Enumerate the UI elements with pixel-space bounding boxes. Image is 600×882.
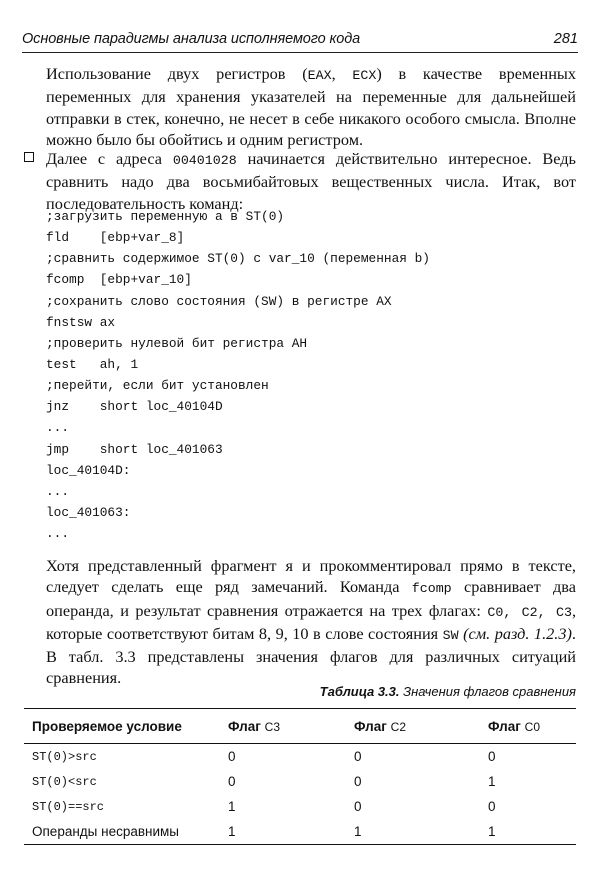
flag-cell: 0 <box>228 774 236 789</box>
caption-text: Значения флагов сравнения <box>399 684 576 699</box>
paragraph-registers <box>46 63 576 150</box>
register-ecx: ECX <box>352 68 377 83</box>
paragraph-remarks <box>46 555 576 689</box>
text-run: Хотя представленный фрагмент я и прокомментировал прямо в тексте, следует сделать еще ряд замечаний. Команда <box>46 556 576 597</box>
flag-cell: 0 <box>354 749 362 764</box>
text-run: Далее с адреса <box>46 149 173 168</box>
code-line: loc_401063: <box>46 504 131 520</box>
table-caption <box>320 684 576 699</box>
flag-code: C3 <box>264 719 280 734</box>
running-header <box>22 30 578 53</box>
text-run: начинается действительно интересное. Ведь сравнить надо два восьмибайтовых вещественных числа. Итак, вот последовательность команд: <box>46 149 576 213</box>
flag-cell: 1 <box>488 774 496 789</box>
flag-cell: 0 <box>354 774 362 789</box>
text-run: , <box>331 64 353 83</box>
table-row <box>24 769 576 794</box>
flag-cell: 0 <box>488 749 496 764</box>
text-run: Использование двух регистров ( <box>46 64 308 83</box>
text-run: сравнивает два операнда, и результат сравнения отражается на трех флагах: <box>46 577 577 620</box>
page-number: 281 <box>553 31 578 47</box>
code-line: ... <box>46 420 70 436</box>
code-line: jnz short loc_40104D <box>46 399 223 415</box>
code-line: ... <box>46 526 70 542</box>
flag-cell: 0 <box>354 799 362 814</box>
table-row <box>24 794 576 819</box>
address-value: 00401028 <box>172 153 237 168</box>
condition-cell: Операнды несравнимы <box>32 824 180 839</box>
text-run: . В табл. 3.3 представлены значения флагов для различных ситуаций сравнения. <box>46 623 576 688</box>
checkbox-bullet-icon <box>24 152 34 162</box>
header-flag-c3 <box>220 709 346 744</box>
flags-table <box>24 708 576 845</box>
code-line: fnstsw ax <box>46 314 116 330</box>
header-flag-c2 <box>346 709 480 744</box>
flag-cell: 0 <box>228 749 236 764</box>
table-header-row <box>24 709 576 744</box>
sw-register: SW <box>442 627 459 643</box>
code-line: fld [ebp+var_8] <box>46 230 185 246</box>
flag-cell: 0 <box>488 799 496 814</box>
code-line: ;проверить нулевой бит регистра AH <box>46 335 308 351</box>
condition-cell: ST(0)==src <box>32 799 105 814</box>
code-line: jmp short loc_401063 <box>46 441 223 457</box>
flag-cell: 1 <box>228 824 236 839</box>
code-line: ;сохранить слово состояния (SW) в регистре AX <box>46 293 392 309</box>
condition-cell: ST(0)>src <box>32 749 97 764</box>
chapter-title: Основные парадигмы анализа исполняемого кода <box>22 31 361 47</box>
flag-code: C0 <box>524 719 540 734</box>
fcomp-instruction: fcomp <box>411 581 452 597</box>
header-text: Флаг <box>488 718 525 734</box>
header-condition <box>24 709 220 744</box>
caption-label: Таблица 3.3. <box>319 684 400 699</box>
header-text: Проверяемое условие <box>32 718 182 734</box>
condition-cell: ST(0)<src <box>32 774 97 789</box>
section-reference: (см. разд. 1.2.3) <box>458 623 572 643</box>
code-line: ;сравнить содержимое ST(0) с var_10 (переменная b) <box>46 251 430 267</box>
code-line: test ah, 1 <box>46 356 139 372</box>
text-run: ) в качестве временных переменных для хранения указателей на переменные для дальнейшей отправки в стек, конечно, не несет в себе никакого особого смысла. Вполне можно было бы обойтись и одним регистром. <box>46 64 576 149</box>
flag-cell: 1 <box>488 824 496 839</box>
flag-cell: 1 <box>228 799 236 814</box>
code-line: ;загрузить переменную a в ST(0) <box>46 209 285 224</box>
table-row <box>24 744 576 770</box>
flag-code: C2 <box>390 719 406 734</box>
paragraph-address <box>46 148 576 214</box>
header-text: Флаг <box>228 718 265 734</box>
table-row <box>24 819 576 845</box>
flags-list: C0, C2, C3 <box>487 604 572 620</box>
register-eax: EAX <box>307 68 332 83</box>
flag-cell: 1 <box>354 824 362 839</box>
code-listing <box>46 206 576 544</box>
header-text: Флаг <box>354 718 391 734</box>
header-flag-c0 <box>480 709 576 744</box>
code-line: loc_40104D: <box>46 462 131 478</box>
code-line: fcomp [ebp+var_10] <box>46 272 192 288</box>
code-line: ... <box>46 483 70 499</box>
code-line: ;перейти, если бит установлен <box>46 378 269 394</box>
text-run: , которые соответствуют битам 8, 9, 10 в слове состояния <box>46 600 577 643</box>
